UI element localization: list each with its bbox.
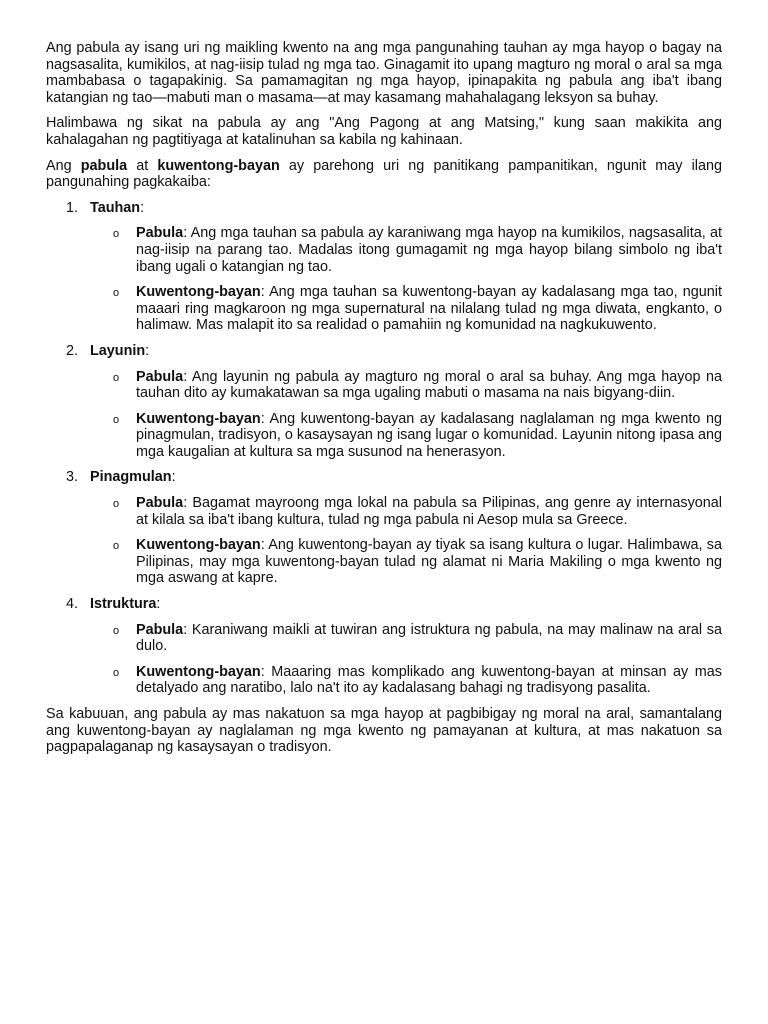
circle-bullet-icon: o xyxy=(113,666,120,679)
sub-item-kuwentong-bayan xyxy=(46,411,722,461)
sub-term: Pabula xyxy=(136,368,184,385)
circle-bullet-icon: o xyxy=(113,228,120,241)
section-heading xyxy=(46,596,722,613)
sub-term: Pabula xyxy=(136,225,184,242)
intro-text-3: ay parehong uri ng panitikang pampanitikan, ngunit may ilang pangunahing pagkakaiba: xyxy=(46,157,722,191)
section-istruktura xyxy=(46,596,722,697)
intro-paragraph-2: Halimbawa ng sikat na pabula ay ang "Ang Pagong at ang Matsing," kung saan makikita ang kahalagahan ng pagtitiyaga at katalinuhan sa kabila ng kahinaan. xyxy=(46,115,722,148)
sub-item-kuwentong-bayan xyxy=(46,537,722,587)
sub-text: : Ang mga tauhan sa kuwentong-bayan ay kadalasang mga tao, ngunit maaari ring magkaroon ng mga supernatural na nilalang tulad ng mga diwata, engkanto, o halimaw. Mas malapit ito sa realidad o pamahiin ng komunidad na nagkukuwento. xyxy=(136,284,722,334)
sub-item-pabula xyxy=(46,225,722,275)
sub-term: Kuwentong-bayan xyxy=(136,537,261,554)
circle-bullet-icon: o xyxy=(113,624,120,637)
sub-list xyxy=(46,369,722,461)
intro-paragraph-1: Ang pabula ay isang uri ng maikling kwento na ang mga pangunahing tauhan ay mga hayop o bagay na nagsasalita, kumikilos, at nag-iisip tulad ng mga tao. Ginagamit ito upang magturo ng moral o aral sa mga mambabasa o tagapakinig. Sa pamamagitan ng mga hayop, ipinapakita ng pabula ang iba't ibang katangian ng tao—mabuti man o masama—at may kasamang mahahalagang leksyon sa buhay. xyxy=(46,40,722,106)
section-title: Istruktura xyxy=(90,596,157,613)
section-number: 2. xyxy=(66,342,79,359)
conclusion-paragraph: Sa kabuuan, ang pabula ay mas nakatuon sa mga hayop at pagbibigay ng moral na aral, samantalang ang kuwentong-bayan ay naglalaman ng mga kwento ng pamayanan at kultura, at mas nakatuon sa pagpapalaganap ng kasaysayan o tradisyon. xyxy=(46,706,722,756)
intro-text-2: at xyxy=(127,157,158,174)
term-kuwentong-bayan: kuwentong-bayan xyxy=(157,157,280,174)
section-number: 1. xyxy=(66,199,79,216)
section-colon: : xyxy=(140,199,145,216)
section-number: 4. xyxy=(66,596,79,613)
sub-text: : Maaaring mas komplikado ang kuwentong-bayan at minsan ay mas detalyado ang naratibo, lalo na't ito ay kadalasang bahagi ng tradisyong pasalita. xyxy=(136,663,722,697)
circle-bullet-icon: o xyxy=(113,413,120,426)
section-colon: : xyxy=(156,596,161,613)
section-heading xyxy=(46,200,722,217)
sub-text: : Ang layunin ng pabula ay magturo ng moral o aral sa buhay. Ang mga hayop na tauhan dito ay kumakatawan sa mga ugaling mabuti o masama na nais bigyang-diin. xyxy=(136,368,722,402)
sub-text: : Ang kuwentong-bayan ay tiyak sa isang kultura o lugar. Halimbawa, sa Pilipinas, may mga kuwentong-bayan tulad ng alamat ni Maria Makiling o mga kwento ng mga aswang at kapre. xyxy=(136,537,722,587)
section-layunin xyxy=(46,343,722,461)
sub-text: : Ang kuwentong-bayan ay kadalasang naglalaman ng mga kwento ng pinagmulan, tradisyon, o kasaysayan ng isang lugar o komunidad. Layunin nitong ipasa ang mga kaugalian at kultura sa mga susunod na henerasyon. xyxy=(136,410,722,460)
section-number: 3. xyxy=(66,469,79,486)
sub-item-pabula xyxy=(46,369,722,402)
sub-list xyxy=(46,225,722,334)
sub-item-pabula xyxy=(46,495,722,528)
intro-text-1: Ang xyxy=(46,157,81,174)
sub-text: : Bagamat mayroong mga lokal na pabula sa Pilipinas, ang genre ay internasyonal at kilala sa iba't ibang kultura, tulad ng mga pabula ni Aesop mula sa Greece. xyxy=(136,495,722,528)
sub-list xyxy=(46,495,722,587)
circle-bullet-icon: o xyxy=(113,287,120,300)
section-heading xyxy=(46,469,722,486)
circle-bullet-icon: o xyxy=(113,498,120,511)
intro-paragraph-3 xyxy=(46,158,722,191)
sub-item-kuwentong-bayan xyxy=(46,284,722,334)
sub-term: Kuwentong-bayan xyxy=(136,663,261,680)
document-page xyxy=(46,40,722,765)
section-colon: : xyxy=(145,342,150,359)
sub-text: : Ang mga tauhan sa pabula ay karaniwang mga hayop na kumikilos, nagsasalita, at nag-iisip na parang tao. Madalas itong gumagamit ng mga hayop bilang simbolo ng iba't ibang ugali o katangian ng tao. xyxy=(136,225,722,275)
section-colon: : xyxy=(171,469,176,486)
sub-term: Kuwentong-bayan xyxy=(136,410,261,427)
section-heading xyxy=(46,343,722,360)
circle-bullet-icon: o xyxy=(113,540,120,553)
sub-item-kuwentong-bayan xyxy=(46,664,722,697)
sub-item-pabula xyxy=(46,622,722,655)
sub-term: Pabula xyxy=(136,621,184,638)
circle-bullet-icon: o xyxy=(113,371,120,384)
sub-term: Pabula xyxy=(136,495,184,512)
sub-list xyxy=(46,622,722,697)
comparison-list xyxy=(46,200,722,697)
term-pabula: pabula xyxy=(80,157,128,174)
section-title: Tauhan xyxy=(90,199,141,216)
section-title: Layunin xyxy=(90,342,146,359)
section-title: Pinagmulan xyxy=(90,469,172,486)
sub-term: Kuwentong-bayan xyxy=(136,284,261,301)
section-pinagmulan xyxy=(46,469,722,587)
section-tauhan xyxy=(46,200,722,334)
sub-text: : Karaniwang maikli at tuwiran ang istruktura ng pabula, na may malinaw na aral sa dulo. xyxy=(136,621,722,655)
